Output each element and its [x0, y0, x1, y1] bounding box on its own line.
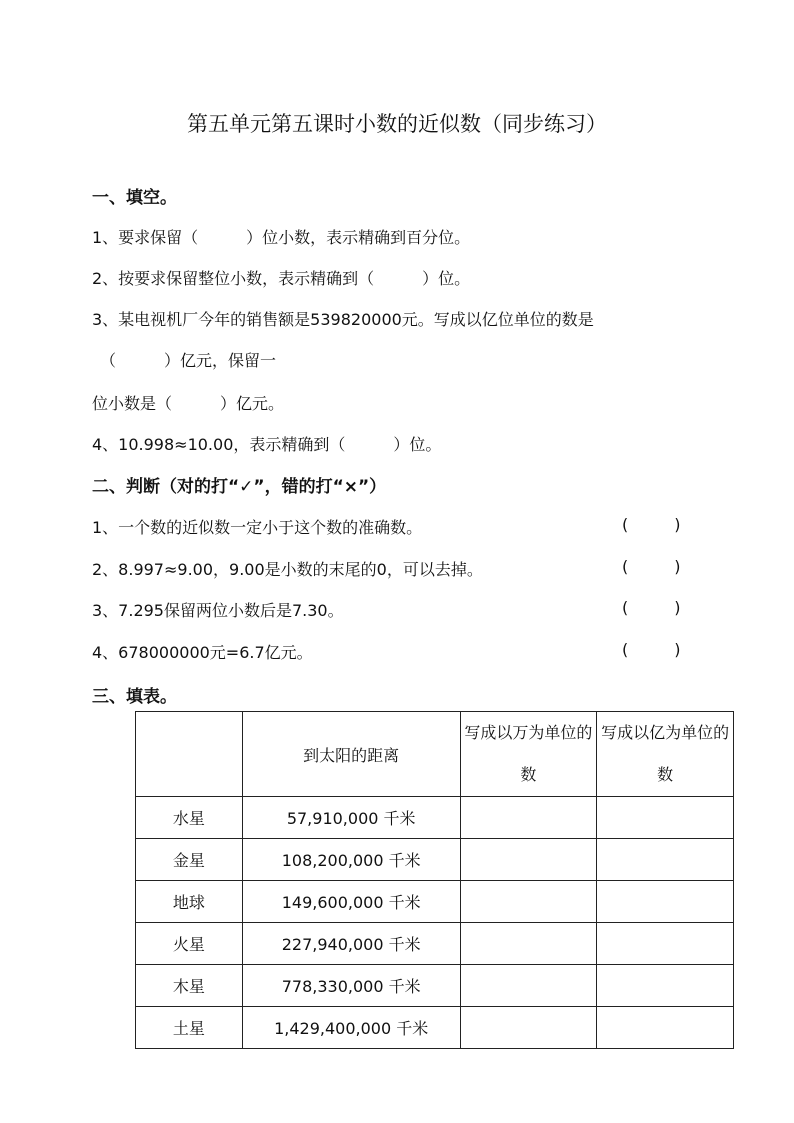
answer-cell-yi[interactable] — [597, 1007, 734, 1049]
judge-item-3: 3、7.295保留两位小数后是7.30。 — [92, 601, 344, 620]
fill-question-4: 4、10.998≈10.00，表示精确到（ ）位。 — [92, 435, 442, 454]
fill-question-1: 1、要求保留（ ）位小数，表示精确到百分位。 — [92, 228, 471, 247]
table-header-row — [136, 712, 734, 797]
planet-distance: 149,600,000 千米 — [242, 881, 460, 923]
table-row — [136, 923, 734, 965]
judge-item-2: 2、8.997≈9.00，9.00是小数的末尾的0，可以去掉。 — [92, 560, 483, 579]
section-heading-judge: 二、判断（对的打“✓”，错的打“×”） — [92, 477, 387, 497]
planet-name: 地球 — [136, 881, 243, 923]
header-cell-wan: 写成以万为单位的数 — [460, 712, 597, 797]
fill-question-3b: （ ）亿元，保留一 — [100, 351, 277, 370]
table-row — [136, 797, 734, 839]
answer-cell-yi[interactable] — [597, 923, 734, 965]
table-row — [136, 839, 734, 881]
answer-cell-wan[interactable] — [460, 1007, 597, 1049]
header-cell-distance: 到太阳的距离 — [242, 712, 460, 797]
header-cell-empty — [136, 712, 243, 797]
section-heading-table: 三、填表。 — [92, 687, 177, 707]
planet-name: 木星 — [136, 965, 243, 1007]
judge-item-1: 1、一个数的近似数一定小于这个数的准确数。 — [92, 518, 423, 537]
fill-question-3c: 位小数是（ ）亿元。 — [92, 394, 285, 413]
table-row — [136, 881, 734, 923]
answer-parentheses-4: ( ) — [622, 640, 681, 659]
answer-cell-yi[interactable] — [597, 797, 734, 839]
answer-cell-wan[interactable] — [460, 965, 597, 1007]
answer-cell-wan[interactable] — [460, 839, 597, 881]
answer-cell-yi[interactable] — [597, 839, 734, 881]
answer-cell-wan[interactable] — [460, 797, 597, 839]
fill-question-2: 2、按要求保留整位小数，表示精确到（ ）位。 — [92, 269, 471, 288]
planet-distance: 227,940,000 千米 — [242, 923, 460, 965]
answer-parentheses-3: ( ) — [622, 598, 681, 617]
planet-name: 土星 — [136, 1007, 243, 1049]
fill-question-3a: 3、某电视机厂今年的销售额是539820000元。写成以亿位单位的数是 — [92, 310, 594, 329]
page-title: 第五单元第五课时小数的近似数（同步练习） — [187, 112, 607, 136]
judge-item-4: 4、678000000元=6.7亿元。 — [92, 643, 313, 662]
planet-distance: 57,910,000 千米 — [242, 797, 460, 839]
table-row — [136, 965, 734, 1007]
planet-name: 火星 — [136, 923, 243, 965]
answer-cell-yi[interactable] — [597, 881, 734, 923]
answer-parentheses-2: ( ) — [622, 557, 681, 576]
answer-cell-wan[interactable] — [460, 881, 597, 923]
header-cell-yi: 写成以亿为单位的数 — [597, 712, 734, 797]
planet-distance: 1,429,400,000 千米 — [242, 1007, 460, 1049]
planet-name: 金星 — [136, 839, 243, 881]
answer-cell-wan[interactable] — [460, 923, 597, 965]
answer-cell-yi[interactable] — [597, 965, 734, 1007]
answer-parentheses-1: ( ) — [622, 515, 681, 534]
planet-distance: 778,330,000 千米 — [242, 965, 460, 1007]
planet-distance: 108,200,000 千米 — [242, 839, 460, 881]
section-heading-fill: 一、填空。 — [92, 188, 177, 208]
planet-distance-table — [135, 711, 734, 1049]
table-row — [136, 1007, 734, 1049]
planet-name: 水星 — [136, 797, 243, 839]
